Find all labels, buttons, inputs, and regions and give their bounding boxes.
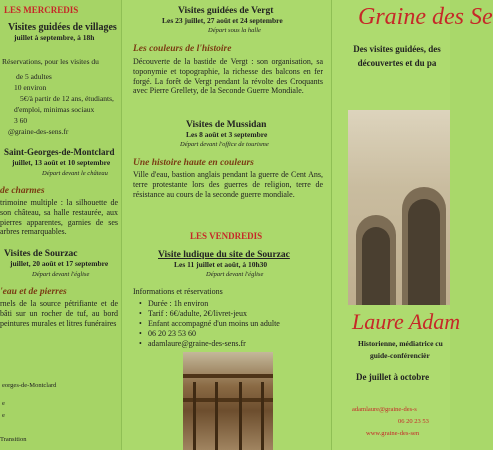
ludique-title: Visite ludique du site de Sourzac xyxy=(158,250,290,260)
tagline: Des visites guidées, des découvertes et du pa xyxy=(353,44,441,69)
price-line-1: de 5 adultes xyxy=(16,72,52,81)
role-line-1: Historienne, médiatrice cu xyxy=(358,339,443,348)
info-price: • Tarif : 6€/adulte, 2€/livret-jeux xyxy=(148,309,280,319)
bottom-line-2: e xyxy=(2,400,5,407)
season: De juillet à octobre xyxy=(356,372,430,382)
ludique-dates: Les 11 juillet et août, à 10h30 xyxy=(174,260,268,269)
vergt-title: Visites guidées de Vergt xyxy=(178,6,274,16)
stone-arches-photo xyxy=(348,110,450,305)
price-line-4: d'emploi, minimas sociaux xyxy=(14,105,95,114)
info-child: • Enfant accompagné d'un moins un adulte xyxy=(148,319,280,329)
montclard-title: Saint-Georges-de-Montclard xyxy=(4,147,115,157)
couleurs-text: Découverte de la bastide de Vergt : son organisation, sa toponymie et topographie, la richesse des balcons en fer forgé. La forêt de Vergt pendant la révolte des Croquants avec Pierre Grellety, de la Seconde Guerre Mondiale. xyxy=(133,57,323,96)
author-name: Laure Adam xyxy=(352,309,461,334)
price-line-5: 3 60 xyxy=(14,116,28,125)
montclard-dates: juillet, 13 août et 10 septembre xyxy=(12,158,111,167)
info-heading: Informations et réservations xyxy=(133,287,223,296)
mussidan-title: Visites de Mussidan xyxy=(186,120,267,130)
role-line-2: guide-conférencièr xyxy=(370,351,430,360)
sourzac-meet: Départ devant l'église xyxy=(32,271,90,278)
eau-title: 'eau et de pierres xyxy=(0,287,67,297)
eau-text: rnels de la source pétrifiante et de bâti sur un rocher de tuf, au bord peintures murales et litres funéraires xyxy=(0,299,118,328)
brand-title: Graine des Se xyxy=(358,4,493,30)
villages-title: Visites guidées de villages xyxy=(8,22,117,33)
charmes-text: trimoine multiple : la silhouette de son château, sa halle restaurée, aux pierres apparentes, garnies de ses arbres remarquables. xyxy=(0,198,118,237)
price-line-6: @graine-des-sens.fr xyxy=(8,127,69,136)
bottom-line-3: e xyxy=(2,412,5,419)
vergt-dates: Les 23 juillet, 27 août et 24 septembre xyxy=(162,16,283,25)
haute-text: Ville d'eau, bastion anglais pendant la guerre de Cent Ans, terre protestante lors des guerres de religion, terre de résistance au cours de la seconde guerre mondiale. xyxy=(133,170,323,199)
sourzac-title: Visites de Sourzac xyxy=(4,249,78,259)
sourzac-dates: juillet, 20 août et 17 septembre xyxy=(10,259,109,268)
contact-phone: 06 20 23 53 xyxy=(398,418,429,425)
couleurs-title: Les couleurs de l'histoire xyxy=(133,44,232,54)
price-line-3: 5€/à partir de 12 ans, étudiants, xyxy=(20,94,114,103)
contact-web: www.graine-des-sen xyxy=(366,430,420,437)
mussidan-meet: Départ devant l'office de tourisme xyxy=(180,141,269,148)
contact-email: adamlaure@graine-des-s xyxy=(352,406,417,413)
bottom-line-4: Transition xyxy=(0,436,27,443)
mussidan-dates: Les 8 août et 3 septembre xyxy=(186,130,268,139)
vergt-meet: Départ sous la halle xyxy=(208,27,261,34)
montclard-meet: Départ devant le château xyxy=(42,170,108,177)
bottom-line-1: eorges-de-Montclard xyxy=(2,382,57,389)
info-duration: • Durée : 1h environ xyxy=(148,299,280,309)
fold-line-right xyxy=(331,0,332,450)
mercredis-heading: LES MERCREDIS xyxy=(4,5,79,15)
left-panel xyxy=(0,0,122,450)
haute-title: Une histoire haute en couleurs xyxy=(133,158,254,168)
villages-dates: juillet à septembre, à 18h xyxy=(14,33,95,42)
info-phone: • 06 20 23 53 60 xyxy=(148,329,280,339)
half-timbered-house-photo xyxy=(183,352,273,450)
ludique-meet: Départ devant l'église xyxy=(206,271,264,278)
resa-line: Réservations, pour les visites du xyxy=(2,57,99,66)
vendredis-heading: LES VENDREDIS xyxy=(190,231,263,241)
price-line-2: 10 environ xyxy=(14,83,47,92)
fold-line-left xyxy=(121,0,122,450)
info-list xyxy=(135,299,280,349)
charmes-title: de charmes xyxy=(0,186,45,196)
info-email: • adamlaure@graine-des-sens.fr xyxy=(148,339,280,349)
